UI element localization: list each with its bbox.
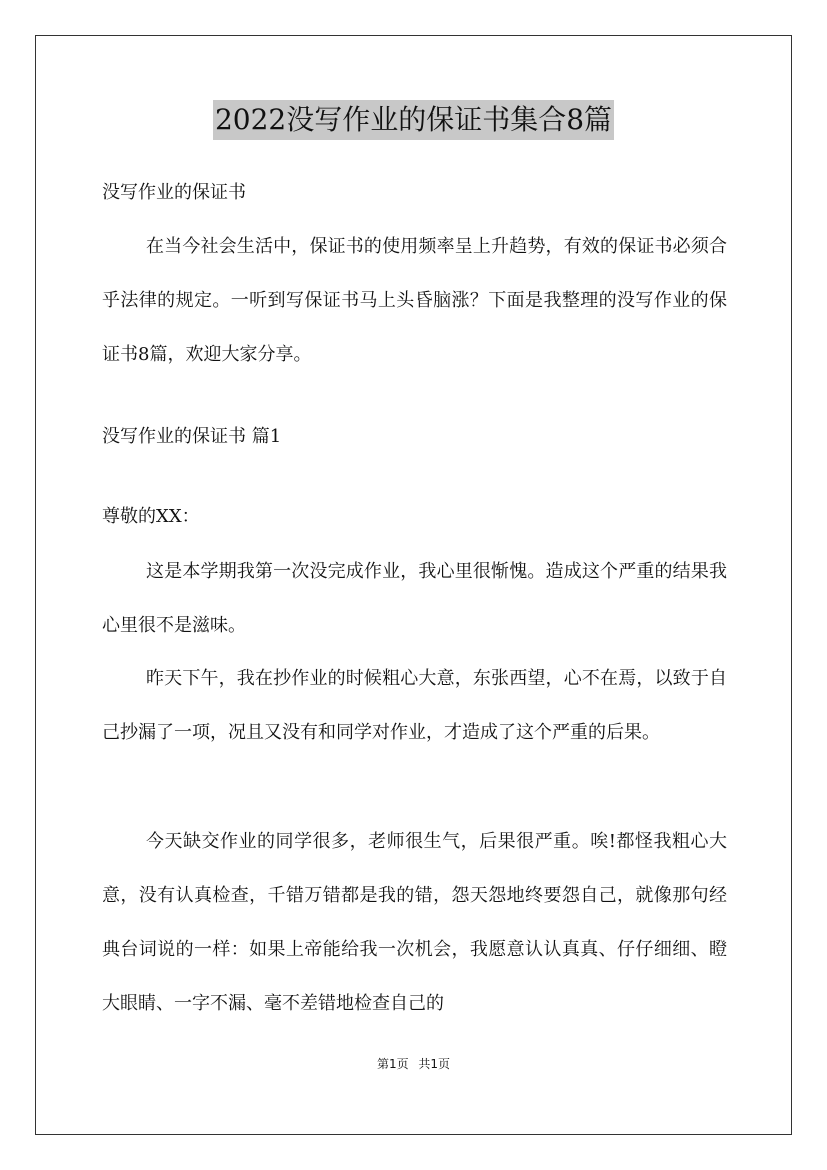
- body-paragraph: 这是本学期我第一次没完成作业，我心里很惭愧。造成这个严重的结果我心里很不是滋味。: [102, 561, 727, 636]
- body-paragraph: 今天缺交作业的同学很多，老师很生气，后果很严重。唉!都怪我粗心大意，没有认真检查，千错万错都是我的错，怨天怨地终要怨自己，就像那句经典台词说的一样：如果上帝能给我一次机会，我愿意认认真真、仔仔细细、瞪大眼睛、一字不漏、毫不差错地检查自己的: [102, 831, 727, 1014]
- page-footer: [0, 1055, 827, 1072]
- heading: 没写作业的保证书: [102, 182, 246, 203]
- document-title: 2022没写作业的保证书集合8篇: [213, 100, 614, 140]
- page-total: 共1页: [418, 1057, 451, 1071]
- body-paragraph: 昨天下午，我在抄作业的时候粗心大意，东张西望，心不在焉，以致于自己抄漏了一项，况且又没有和同学对作业，才造成了这个严重的后果。: [102, 668, 727, 743]
- intro-paragraph: 在当今社会生活中，保证书的使用频率呈上升趋势，有效的保证书必须合乎法律的规定。一听到写保证书马上头昏脑涨？下面是我整理的没写作业的保证书8篇，欢迎大家分享。: [102, 236, 727, 365]
- section-title: 没写作业的保证书 篇1: [102, 426, 282, 447]
- title-container: [0, 100, 827, 140]
- page-number: 第1页: [376, 1057, 409, 1071]
- salutation: 尊敬的XX：: [102, 506, 200, 527]
